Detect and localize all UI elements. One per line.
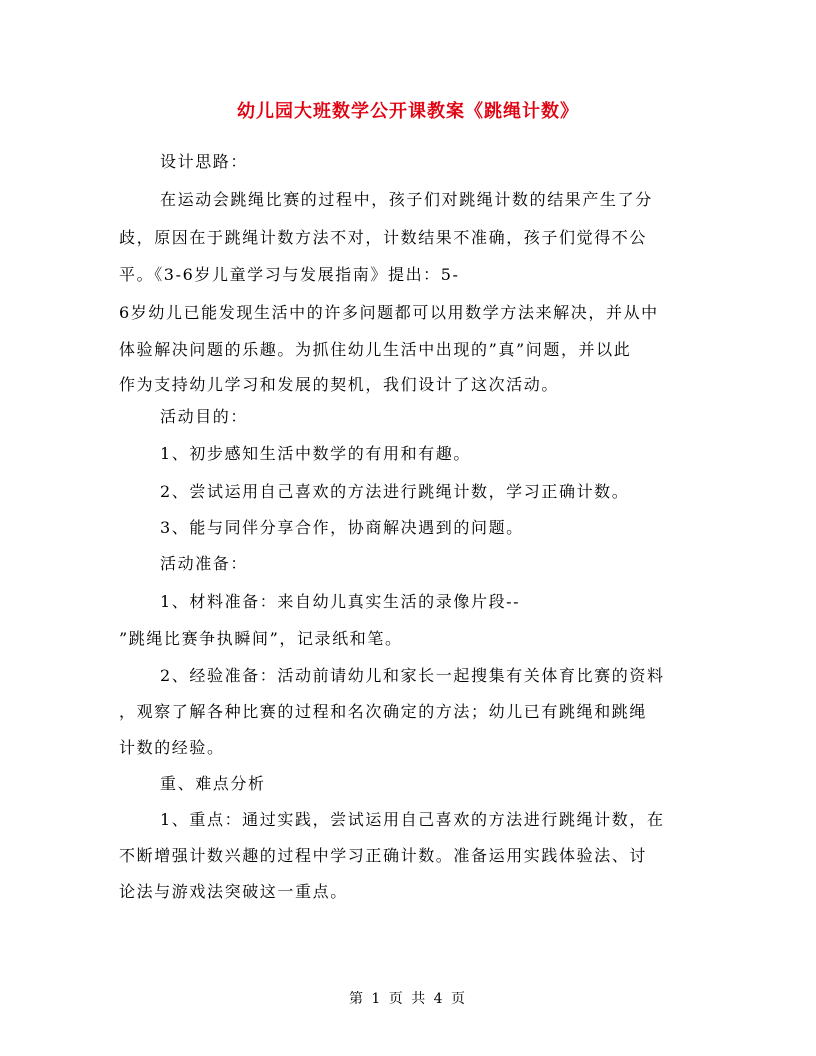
paragraph-line: 在运动会跳绳比赛的过程中，孩子们对跳绳计数的结果产生了分 xyxy=(160,190,653,209)
list-item: 2、经验准备：活动前请幼儿和家长一起搜集有关体育比赛的资料 xyxy=(160,666,665,685)
list-item: 1、材料准备：来自幼儿真实生活的录像片段-- xyxy=(160,592,521,611)
document-title: 幼儿园大班数学公开课教案《跳绳计数》 xyxy=(237,101,579,122)
list-item: 1、初步感知生活中数学的有用和有趣。 xyxy=(160,444,471,463)
list-item: 3、能与同伴分享合作，协商解决遇到的问题。 xyxy=(160,518,524,537)
section-heading: 活动目的： xyxy=(160,407,249,426)
list-item: 2、尝试运用自己喜欢的方法进行跳绳计数，学习正确计数。 xyxy=(160,482,630,501)
paragraph-line: 计数的经验。 xyxy=(119,738,225,757)
paragraph-line: 歧，原因在于跳绳计数方法不对，计数结果不准确，孩子们觉得不公 xyxy=(119,228,648,247)
page-number-footer: 第 1 页 共 4 页 xyxy=(348,991,468,1007)
paragraph-line: 作为支持幼儿学习和发展的契机，我们设计了这次活动。 xyxy=(119,375,560,394)
paragraph-line: 平。《3-6岁儿童学习与发展指南》提出：5- xyxy=(119,265,460,284)
paragraph-line: 设计思路： xyxy=(160,152,249,171)
section-heading: 活动准备： xyxy=(160,554,249,573)
paragraph-line: ”跳绳比赛争执瞬间”，记录纸和笔。 xyxy=(119,629,403,648)
section-heading: 重、难点分析 xyxy=(160,774,266,793)
list-item: 1、重点：通过实践，尝试运用自己喜欢的方法进行跳绳计数，在 xyxy=(160,810,665,829)
paragraph-line: 6岁幼儿已能发现生活中的许多问题都可以用数学方法来解决，并从中 xyxy=(119,303,659,322)
paragraph-line: 不断增强计数兴趣的过程中学习正确计数。准备运用实践体验法、讨 xyxy=(119,846,648,865)
paragraph-line: 论法与游戏法突破这一重点。 xyxy=(119,882,348,901)
paragraph-line: 体验解决问题的乐趣。为抓住幼儿生活中出现的”真”问题，并以此 xyxy=(119,340,632,359)
paragraph-line: ，观察了解各种比赛的过程和名次确定的方法；幼儿已有跳绳和跳绳 xyxy=(119,702,648,721)
